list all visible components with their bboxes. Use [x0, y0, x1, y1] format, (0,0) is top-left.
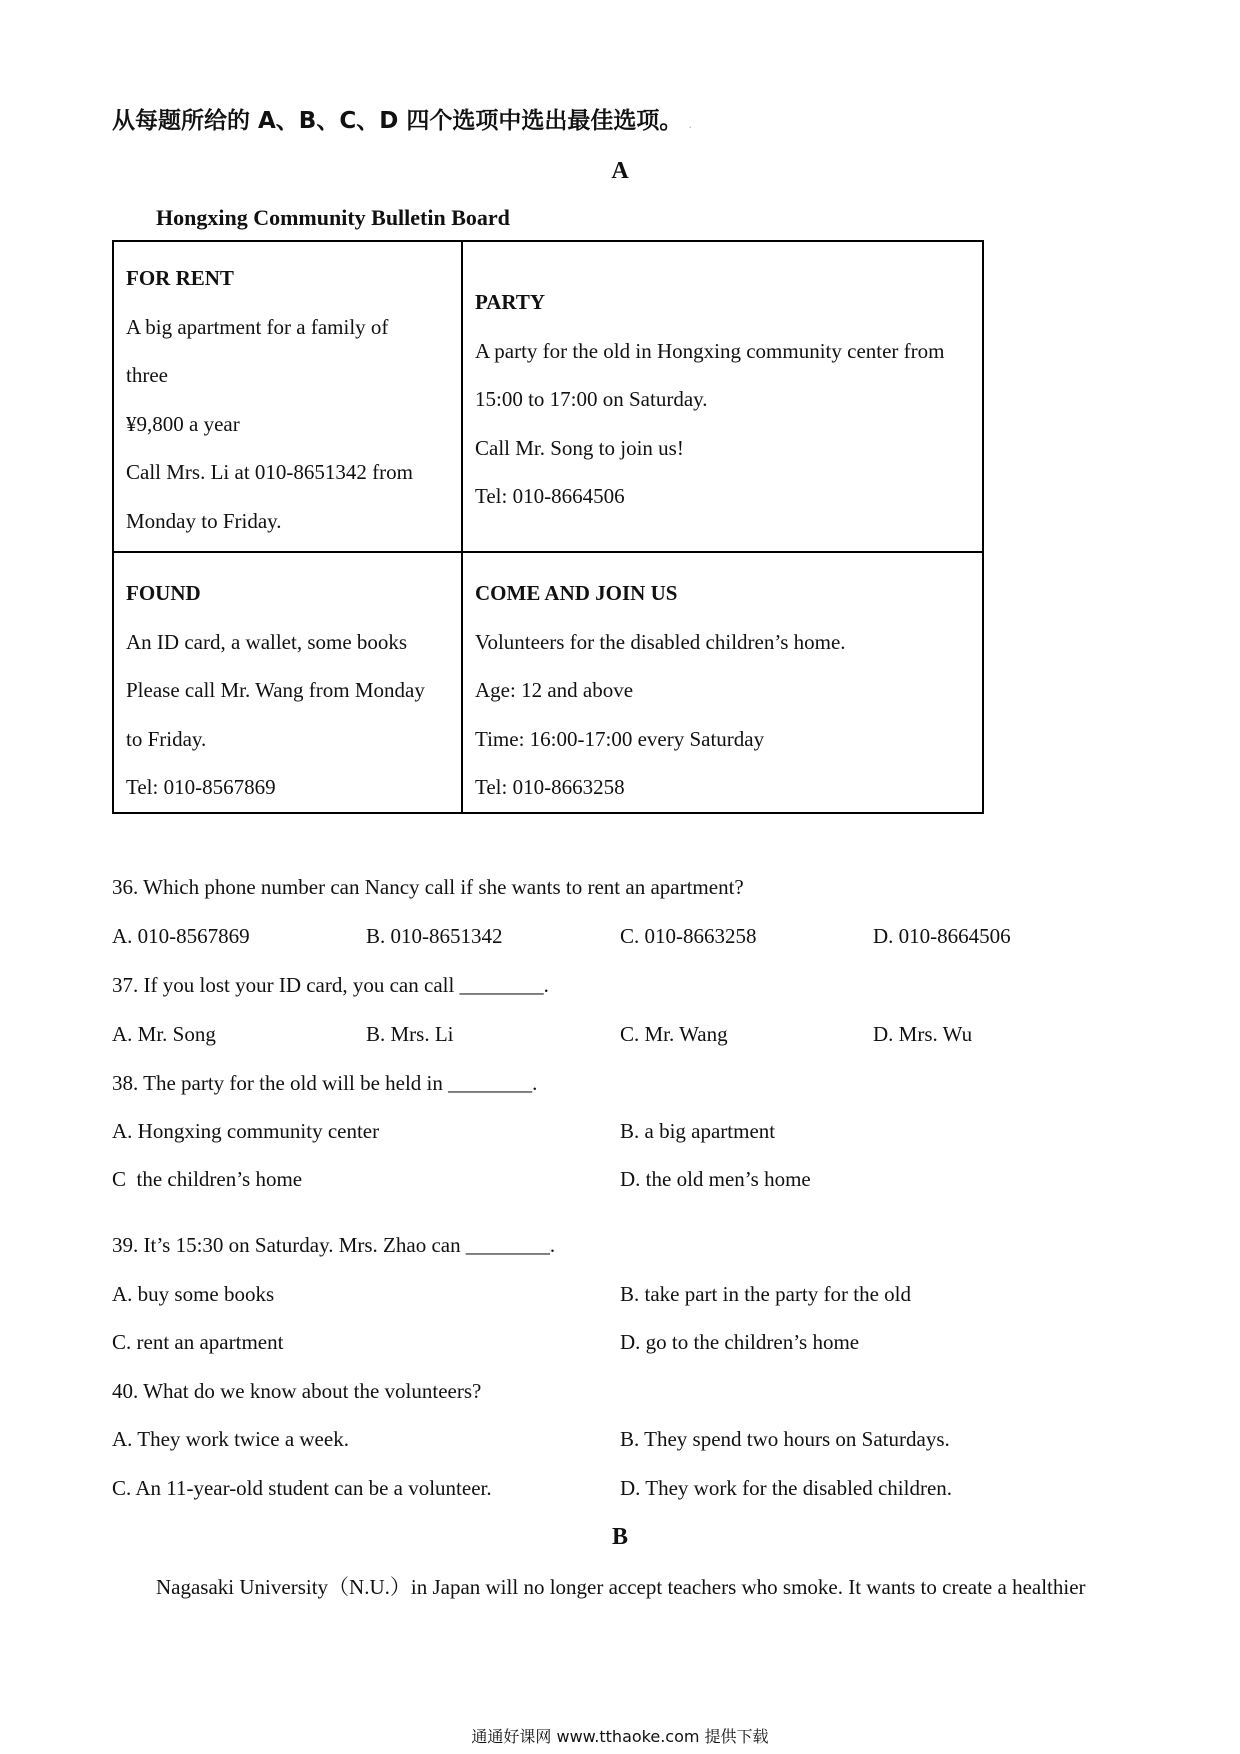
option-39-d: D. go to the children’s home: [620, 1330, 860, 1354]
cell-line: Monday to Friday.: [126, 508, 282, 533]
cell-line: Please call Mr. Wang from Monday: [126, 678, 425, 702]
option-36-d: D. 010-8664506: [873, 924, 1011, 948]
question-36: 36. Which phone number can Nancy call if she wants to rent an apartment?: [112, 875, 744, 899]
cell-heading: FOR RENT: [126, 266, 234, 290]
cell-line: three: [126, 363, 168, 387]
cell-line: ¥9,800 a year: [126, 411, 240, 436]
section-b-paragraph: Nagasaki University（N.U.）in Japan will no longer accept teachers who smoke. It wants to create a healthier: [156, 1575, 1086, 1599]
instruction-text: 从每题所给的 A、B、C、D 四个选项中选出最佳选项。: [112, 108, 683, 134]
cell-line: Call Mrs. Li at 010-8651342 from: [126, 460, 413, 484]
option-39-c: C. rent an apartment: [112, 1330, 284, 1354]
option-38-a: A. Hongxing community center: [112, 1119, 380, 1143]
option-37-c: C. Mr. Wang: [620, 1022, 728, 1046]
option-40-a: A. They work twice a week.: [112, 1427, 349, 1451]
cell-party: [463, 242, 982, 553]
option-37-d: D. Mrs. Wu: [873, 1022, 973, 1046]
stray-mark: .: [688, 117, 693, 131]
cell-line: Volunteers for the disabled children’s home.: [475, 629, 846, 654]
cell-heading: PARTY: [475, 290, 546, 314]
cell-line: A party for the old in Hongxing community center from: [475, 338, 945, 363]
cell-line: Tel: 010-8567869: [126, 775, 276, 799]
cell-line: An ID card, a wallet, some books: [126, 629, 408, 654]
cell-found: [114, 553, 463, 812]
cell-come-and-join: [463, 553, 982, 812]
cell-line: Tel: 010-8664506: [475, 484, 625, 508]
option-39-b: B. take part in the party for the old: [620, 1282, 911, 1306]
option-36-a: A. 010-8567869: [112, 924, 250, 948]
section-b-label: B: [611, 1524, 628, 1550]
footer-watermark: 通通好课网 www.tthaoke.com 提供下载: [471, 1727, 769, 1746]
instruction-heading: [112, 102, 692, 135]
cell-line: Tel: 010-8663258: [475, 775, 625, 799]
cell-line: 15:00 to 17:00 on Saturday.: [475, 387, 708, 411]
cell-line: Time: 16:00-17:00 every Saturday: [475, 726, 765, 751]
cell-heading: COME AND JOIN US: [475, 581, 678, 605]
cell-line: Call Mr. Song to join us!: [475, 435, 684, 460]
cell-line: A big apartment for a family of: [126, 314, 389, 339]
option-36-b: B. 010-8651342: [366, 924, 503, 948]
cell-heading: FOUND: [126, 581, 201, 605]
section-a-label: A: [611, 158, 629, 184]
question-38: 38. The party for the old will be held in ________.: [112, 1071, 538, 1095]
option-40-c: C. An 11-year-old student can be a volunteer.: [112, 1476, 492, 1500]
question-37: 37. If you lost your ID card, you can call ________.: [112, 973, 549, 997]
option-37-b: B. Mrs. Li: [366, 1022, 454, 1046]
option-40-b: B. They spend two hours on Saturdays.: [620, 1427, 950, 1451]
cell-line: Age: 12 and above: [475, 678, 634, 702]
option-37-a: A. Mr. Song: [112, 1022, 216, 1046]
option-38-c: C the children’s home: [112, 1167, 303, 1191]
option-39-a: A. buy some books: [112, 1282, 275, 1306]
option-38-d: D. the old men’s home: [620, 1167, 811, 1191]
question-40: 40. What do we know about the volunteers?: [112, 1379, 482, 1403]
option-36-c: C. 010-8663258: [620, 924, 757, 948]
option-40-d: D. They work for the disabled children.: [620, 1476, 953, 1500]
bulletin-board-table: [112, 240, 984, 814]
option-38-b: B. a big apartment: [620, 1119, 776, 1143]
cell-for-rent: [114, 242, 463, 553]
cell-line: to Friday.: [126, 726, 207, 751]
question-39: 39. It’s 15:30 on Saturday. Mrs. Zhao can ________.: [112, 1233, 556, 1257]
board-title: Hongxing Community Bulletin Board: [156, 205, 510, 230]
